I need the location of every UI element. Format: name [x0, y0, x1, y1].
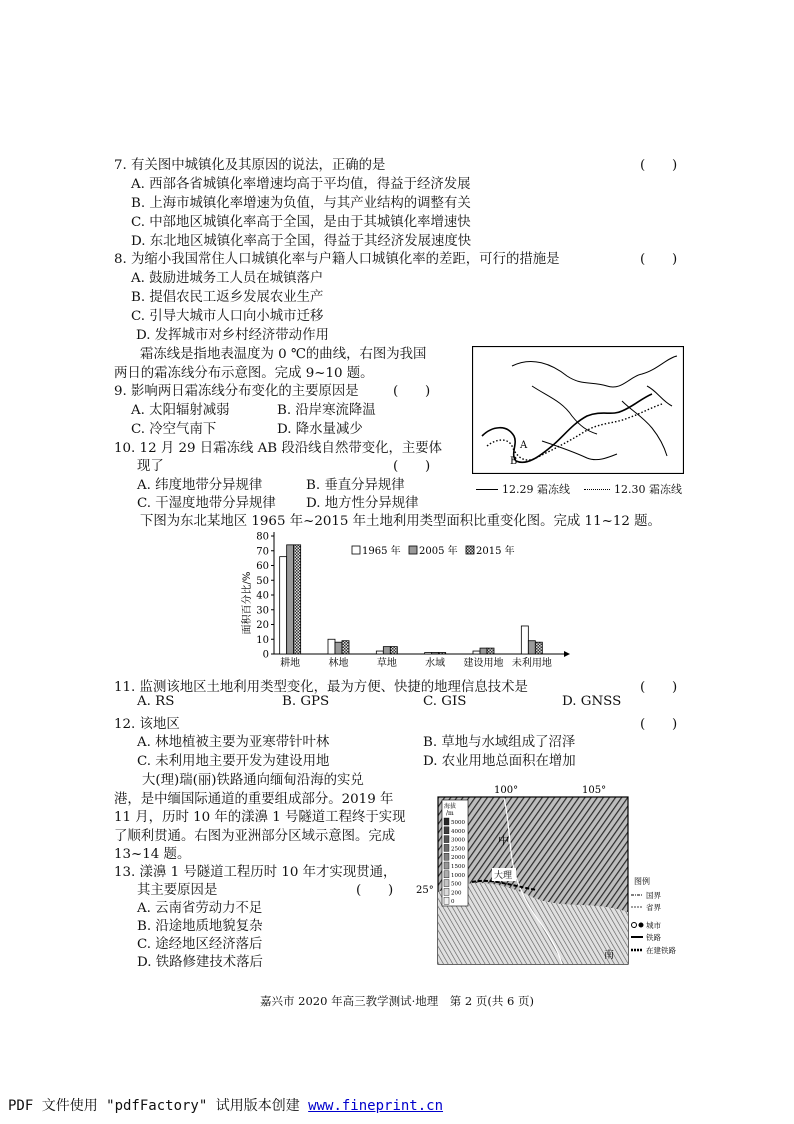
- intro-13-14-line1: 大(理)瑞(丽)铁路通向缅甸沿海的实兑: [142, 773, 364, 788]
- chart-bar: [376, 651, 383, 654]
- chart-bar: [473, 651, 480, 654]
- elev-label: 2500: [451, 846, 465, 853]
- q13-stem-line1: 13. 漾濞 1 号隧道工程历时 10 年才实现贯通，: [114, 865, 397, 880]
- chart-ytick-label: 40: [256, 590, 269, 602]
- elev-swatch: [444, 871, 449, 878]
- elev-swatch: [444, 897, 449, 904]
- chart-ytick-label: 10: [256, 634, 269, 646]
- intro-13-14-line4: 了顺利贯通。右图为亚洲部分区域示意图。完成: [114, 829, 396, 844]
- q7-option-a: A. 西部各省城镇化率增速均高于平均值，得益于经济发展: [131, 177, 471, 192]
- map-label-zhong: 中: [498, 834, 509, 847]
- intro-9-10-line1: 霜冻线是指地表温度为 0 ℃的曲线，右图为我国: [140, 347, 427, 362]
- q12-option-d: D. 农业用地总面积在增加: [423, 754, 576, 769]
- chart-bar: [335, 642, 342, 654]
- chart-ytick-label: 20: [256, 620, 269, 631]
- chart-category-label: 水域: [425, 658, 446, 669]
- chart-bar: [328, 639, 335, 654]
- map-legend-city: 城市: [646, 921, 661, 930]
- elev-swatch: [444, 888, 449, 895]
- elev-label: 0: [451, 899, 455, 906]
- chart-bar: [287, 545, 294, 654]
- frost-map-label-a: A: [520, 440, 528, 451]
- q12-option-a: A. 林地植被主要为亚寒带针叶林: [137, 735, 330, 750]
- chart-bar: [439, 653, 446, 654]
- asia-region-map: [412, 782, 690, 968]
- q12-stem: 12. 该地区: [114, 717, 180, 732]
- elev-label: 500: [451, 881, 462, 888]
- q10-option-b: B. 垂直分异规律: [306, 478, 405, 493]
- q7-stem: 7. 有关图中城镇化及其原因的说法，正确的是: [114, 158, 386, 173]
- q10-stem-line2: 现了: [137, 459, 164, 474]
- q8-option-c: C. 引导大城市人口向小城市迁移: [131, 309, 324, 324]
- q8-option-b: B. 提倡农民工返乡发展农业生产: [131, 290, 324, 305]
- chart-category-label: 耕地: [280, 658, 301, 669]
- intro-11-12: 下图为东北某地区 1965 年~2015 年土地利用类型面积比重变化图。完成 11~12 题。: [140, 514, 661, 529]
- fineprint-link[interactable]: www.fineprint.cn: [308, 1098, 444, 1114]
- pdf-notice-text: PDF 文件使用 "pdfFactory" 试用版本创建: [8, 1098, 309, 1114]
- legend-1229: 12.29 霜冻线: [502, 483, 570, 496]
- pdf-notice: [8, 1095, 443, 1115]
- chart-bar: [480, 648, 487, 654]
- elev-swatch: [444, 853, 449, 860]
- q9-option-a: A. 太阳辐射减弱: [131, 403, 230, 418]
- chart-ytick-label: 60: [256, 561, 269, 572]
- chart-category-label: 草地: [376, 658, 397, 669]
- q9-stem: 9. 影响两日霜冻线分布变化的主要原因是: [114, 384, 359, 399]
- chart-x-arrow: [564, 651, 570, 657]
- q8-stem: 8. 为缩小我国常住人口城镇化率与户籍人口城镇化率的差距，可行的措施是: [114, 252, 560, 267]
- chart-ytick-label: 50: [256, 575, 269, 587]
- q13-option-a: A. 云南省劳动力不足: [137, 901, 263, 916]
- chart-bar: [294, 545, 301, 654]
- elev-title: 海拔: [444, 803, 457, 810]
- legend-solid-line: [476, 489, 498, 490]
- q12-option-b: B. 草地与水域组成了沼泽: [423, 735, 576, 750]
- q9-bracket: ( ): [393, 384, 431, 399]
- elev-label: 2000: [451, 855, 465, 862]
- map-legend-province: 省界: [646, 903, 661, 912]
- legend-dotted-line: [584, 489, 610, 490]
- q7-bracket: ( ): [640, 158, 678, 173]
- elev-label: 3000: [451, 837, 465, 844]
- chart-legend-label: 2005 年: [419, 546, 458, 557]
- chart-bar: [425, 653, 432, 654]
- q12-bracket: ( ): [640, 717, 678, 732]
- chart-legend-label: 1965 年: [362, 546, 401, 557]
- chart-bar: [432, 653, 439, 654]
- chart-bar: [521, 626, 528, 654]
- map-lon-105: 105°: [582, 785, 607, 796]
- q10-option-a: A. 纬度地带分异规律: [137, 478, 263, 493]
- chart-bar: [487, 648, 494, 654]
- q11-option-d: D. GNSS: [562, 694, 622, 709]
- map-lon-100: 100°: [494, 785, 519, 796]
- frost-map-legend: [476, 481, 682, 497]
- q11-bracket: ( ): [640, 680, 678, 695]
- chart-bar: [390, 647, 397, 654]
- map-label-nan: 南: [604, 950, 614, 961]
- frost-map-label-b: B: [510, 456, 518, 467]
- elev-swatch: [444, 880, 449, 887]
- elev-swatch: [444, 862, 449, 869]
- map-legend-under-construction: 在建铁路: [646, 946, 676, 955]
- map-lat-25: 25°: [416, 885, 434, 896]
- map-legend-title: 图例: [634, 877, 650, 886]
- chart-ytick-label: 30: [256, 605, 269, 617]
- q12-option-c: C. 未利用地主要开发为建设用地: [137, 754, 330, 769]
- elev-label: 200: [451, 890, 462, 897]
- q13-option-b: B. 沿途地质地貌复杂: [137, 919, 263, 934]
- intro-13-14-line3: 11 月，历时 10 年的漾濞 1 号隧道工程终于实现: [114, 810, 406, 825]
- chart-ytick-label: 0: [262, 649, 269, 661]
- chart-bar: [383, 647, 390, 654]
- q10-option-c: C. 干湿度地带分异规律: [137, 496, 276, 511]
- intro-9-10-line2: 两日的霜冻线分布示意图。完成 9~10 题。: [114, 366, 374, 381]
- q13-bracket: ( ): [356, 883, 394, 898]
- map-label-dali: 大理: [494, 871, 513, 881]
- q10-option-d: D. 地方性分异规律: [306, 496, 419, 511]
- q9-option-d: D. 降水量减少: [277, 422, 363, 437]
- page-footer: 嘉兴市 2020 年高三教学测试·地理 第 2 页(共 6 页): [260, 994, 534, 1008]
- q10-bracket: ( ): [393, 459, 431, 474]
- q7-option-b: B. 上海市城镇化率增速为负值，与其产业结构的调整有关: [131, 196, 471, 211]
- q8-option-a: A. 鼓励进城务工人员在城镇落户: [131, 271, 324, 286]
- q13-option-d: D. 铁路修建技术落后: [137, 955, 263, 970]
- chart-category-label: 未利用地: [511, 658, 552, 669]
- q11-stem: 11. 监测该地区土地利用类型变化，最为方便、快捷的地理信息技术是: [114, 680, 528, 695]
- q13-option-c: C. 途经地区经济落后: [137, 937, 263, 952]
- chart-category-label: 建设用地: [463, 658, 504, 669]
- q9-option-b: B. 沿岸寒流降温: [277, 403, 376, 418]
- elev-unit: /m: [446, 810, 454, 817]
- chart-bar: [342, 641, 349, 654]
- elev-label: 1500: [451, 864, 465, 870]
- elev-label: 4000: [451, 828, 465, 835]
- map-legend-border: 国界: [646, 891, 661, 900]
- q7-option-d: D. 东北地区城镇化率高于全国，得益于其经济发展速度快: [131, 234, 472, 249]
- q11-option-c: C. GIS: [423, 694, 467, 709]
- chart-legend-swatch: [466, 546, 474, 554]
- elev-swatch: [444, 827, 449, 834]
- q10-stem-line1: 10. 12 月 29 日霜冻线 AB 段沿线自然带变化，主要体: [114, 441, 443, 456]
- q9-option-c: C. 冷空气南下: [131, 422, 217, 437]
- q13-stem-line2: 其主要原因是: [137, 883, 218, 898]
- q8-bracket: ( ): [640, 252, 678, 267]
- q11-option-b: B. GPS: [282, 694, 330, 709]
- elev-label: 1000: [451, 872, 465, 879]
- chart-legend-swatch: [352, 546, 360, 554]
- intro-13-14-line2: 港，是中缅国际通道的重要组成部分。2019 年: [114, 792, 394, 807]
- chart-legend-label: 2015 年: [476, 546, 515, 557]
- map-legend-railway: 铁路: [646, 933, 661, 942]
- q11-option-a: A. RS: [137, 694, 175, 709]
- elev-swatch: [444, 818, 449, 825]
- chart-ytick-label: 70: [256, 546, 269, 558]
- chart-bar: [535, 642, 542, 654]
- intro-13-14-line5: 13~14 题。: [114, 847, 191, 862]
- land-use-bar-chart: [230, 528, 575, 673]
- chart-bar: [528, 641, 535, 654]
- elev-swatch: [444, 844, 449, 851]
- elev-label: 5000: [451, 820, 465, 826]
- q7-option-c: C. 中部地区城镇化率高于全国，是由于其城镇化率增速快: [131, 215, 471, 230]
- chart-ytick-label: 80: [256, 531, 269, 543]
- chart-legend-swatch: [409, 546, 417, 554]
- q8-option-d: D. 发挥城市对乡村经济带动作用: [136, 328, 329, 343]
- elev-swatch: [444, 836, 449, 843]
- legend-1230: 12.30 霜冻线: [614, 483, 682, 496]
- frost-line-map: [472, 346, 684, 474]
- chart-bar: [280, 557, 287, 654]
- chart-ylabel: 面积百分比/%: [242, 571, 253, 635]
- chart-category-label: 林地: [328, 658, 349, 669]
